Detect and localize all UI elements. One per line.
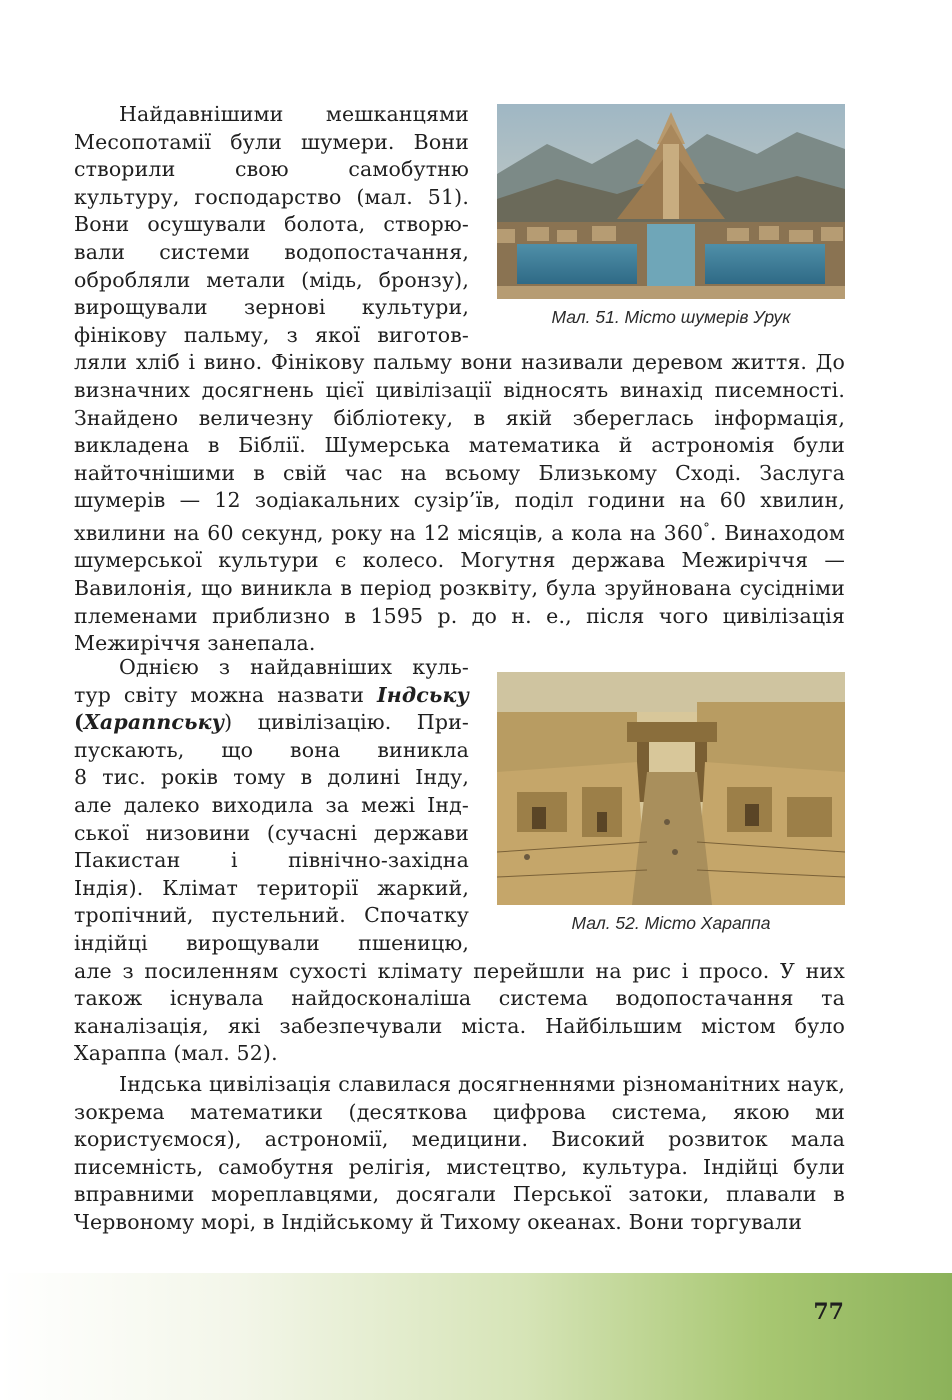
bracket: (	[74, 710, 84, 735]
line: пускають, що вона виникла	[74, 737, 469, 762]
wrapped-lines-2	[74, 654, 469, 958]
line: Вони осушували болота, створю-	[74, 212, 469, 237]
line: тропічний, пустельний. Спочатку	[74, 903, 469, 928]
page-footer-band	[0, 1273, 952, 1400]
figure-51-caption: Мал. 51. Місто шумерів Урук	[551, 307, 791, 327]
line: обробляли метали (мідь, бронзу),	[74, 267, 469, 292]
page-number: 77	[813, 1299, 844, 1325]
full-width-text-1	[74, 349, 845, 657]
line: Пакистан і північно-західна	[74, 848, 469, 873]
line: створили свою самобутню	[74, 157, 469, 182]
wrapped-lines-1	[74, 101, 469, 349]
line	[74, 709, 469, 737]
text-run: ) цивілізацію. При-	[224, 710, 469, 735]
uruk-illustration	[497, 104, 845, 299]
line: фінікову пальму, з якої виготов-	[74, 322, 469, 347]
line: Індія). Клімат території жаркий,	[74, 875, 469, 900]
line: вали системи водопостачання,	[74, 239, 469, 264]
degree-sign: °	[703, 520, 710, 536]
text-run: тур світу можна назвати	[74, 682, 378, 707]
line: вирощували зернові культури,	[74, 295, 469, 320]
line: ської низовини (сучасні держави	[74, 820, 469, 845]
line: Найдавнішими мешканцями	[119, 102, 469, 126]
term-harappan: Хараппську	[83, 710, 225, 735]
line	[74, 682, 469, 710]
figure-52-harappa-image	[497, 672, 845, 905]
full-width-text-2: але з посиленням сухості клімату перейшли на рис і просо. У них також існувала найдосконаліша система водопостачання та каналізація, які забезпечували міста. Найбільшим містом було Хараппа (мал. 52).	[74, 958, 845, 1066]
term-indus: Індську	[377, 682, 469, 707]
line: Однією з найдавніших куль-	[119, 655, 469, 679]
paragraph-indus-achievements: Індська цивілізація славилася досягненнями різноманітних наук, зокрема математики (десяткова цифрова система, якою ми користуємося), астрономії, медицини. Високий розвиток мала писемність, самобутня релігія, мистецтво, культура. Індійці були вправними мореплавцями, досягали Перської затоки, плавали в Червоному морі, в Індійському й Тихому океанах. Вони торгували	[74, 1072, 845, 1234]
text-run: . Винаходом шумерської культури є колесо. Могутня держава Межиріччя — Вавилонія, що виникла в період розквіту, була зруйнована сусідніми племенами приблизно в 1595 р. до н. е., після чого цивілізація Межиріччя занепала.	[74, 520, 845, 656]
line: Месопотамії були шумери. Вони	[74, 129, 469, 154]
line: індійці вирощували пшеницю,	[74, 930, 469, 955]
figure-51-uruk-image	[497, 104, 845, 299]
harappa-illustration	[497, 672, 845, 905]
line: але далеко виходила за межі Інд-	[74, 792, 469, 817]
text-run: ляли хліб і вино. Фінікову пальму вони називали деревом життя. До визначних досягнень цієї цивілізації відносять винахід писемності. Знайдено величезну бібліотеку, в якій збереглась інформація, викладена в Біблії. Шумерська математика й астрономія були найточнішими в свій час на всьому Близькому Сході. Заслуга шумерів — 12 зодіакальних сузір’їв, поділ години на 60 хвилин, хвилини на 60 секунд, року на 12 місяців, а кола на 360	[74, 350, 845, 545]
line: культуру, господарство (мал. 51).	[74, 184, 469, 209]
line: 8 тис. років тому в долині Інду,	[74, 765, 469, 790]
figure-52-caption: Мал. 52. Місто Хараппа	[571, 913, 771, 933]
